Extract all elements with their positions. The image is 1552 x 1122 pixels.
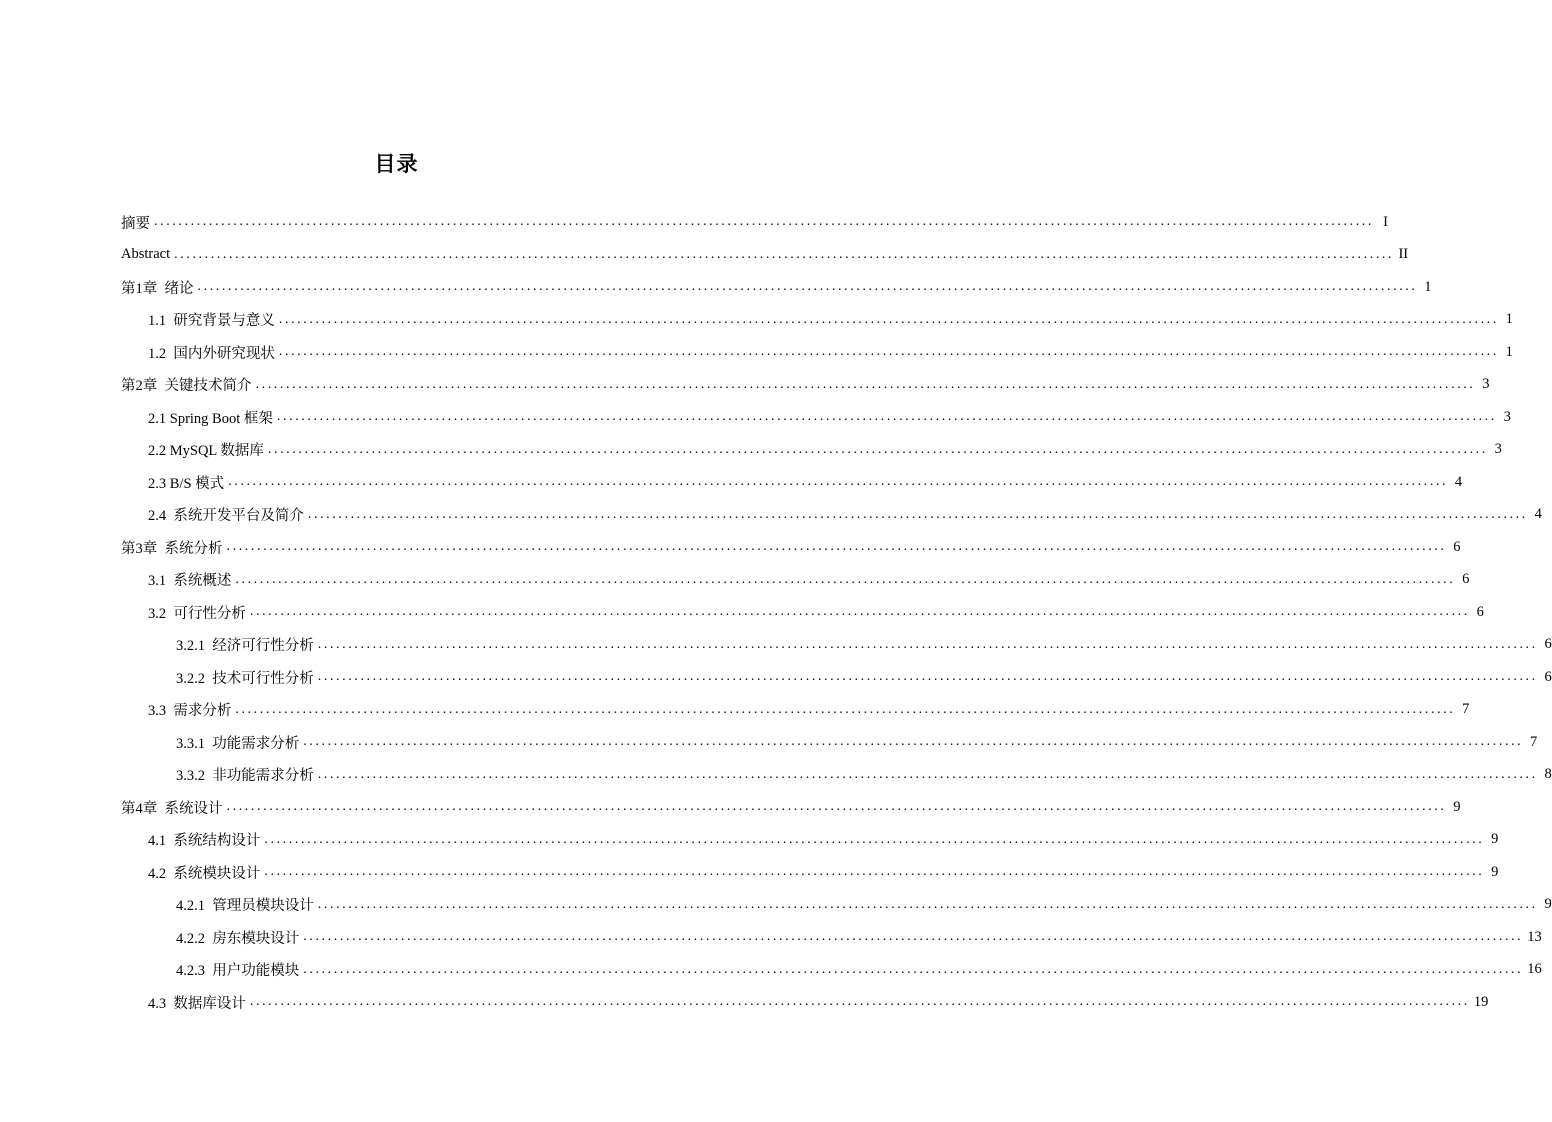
- toc-entry-label: Abstract: [121, 246, 171, 263]
- toc-entry-label: 第4章 系统设计: [121, 800, 223, 817]
- toc-entry-label: 4.1 系统结构设计: [148, 833, 261, 850]
- toc-entry[interactable]: [0, 206, 1388, 239]
- toc-leader-dots: ........................................................................................................................................................................................................: [264, 831, 1485, 847]
- toc-leader-dots: ........................................................................................................................................................................................................: [267, 441, 1488, 457]
- toc-leader-dots: ........................................................................................................................................................................................................: [174, 246, 1395, 262]
- toc-entry-page: 3: [1494, 441, 1502, 458]
- toc-entry[interactable]: [0, 369, 1490, 402]
- toc-leader-dots: ........................................................................................................................................................................................................: [226, 799, 1447, 815]
- toc-entry[interactable]: [0, 304, 1513, 337]
- toc-entry-page: 19: [1473, 993, 1489, 1010]
- toc-leader-dots: ........................................................................................................................................................................................................: [235, 571, 1456, 587]
- toc-entry[interactable]: [0, 824, 1499, 857]
- toc-leader-dots: ........................................................................................................................................................................................................: [317, 636, 1538, 652]
- toc-entry[interactable]: [0, 661, 1552, 694]
- toc-entry[interactable]: [0, 239, 1409, 272]
- toc-entry[interactable]: [0, 564, 1470, 597]
- toc-entry[interactable]: [0, 466, 1463, 499]
- toc-entry-label: 2.3 B/S 模式: [148, 475, 225, 492]
- toc-entry[interactable]: [0, 596, 1484, 629]
- toc-entry-label: 3.2.1 经济可行性分析: [176, 638, 314, 655]
- toc-entry-page: 3: [1503, 408, 1511, 425]
- page-title: 目录: [374, 152, 419, 176]
- toc-leader-dots: ........................................................................................................................................................................................................: [303, 734, 1524, 750]
- toc-entry-label: 3.3 需求分析: [148, 703, 232, 720]
- toc-entry-page: 4: [1454, 473, 1463, 490]
- toc-entry-page: 6: [1453, 538, 1461, 555]
- toc-entry[interactable]: [0, 759, 1552, 792]
- toc-entry-page: 13: [1527, 928, 1542, 945]
- toc-entry[interactable]: [0, 499, 1542, 532]
- toc-entry-label: 4.3 数据库设计: [148, 995, 246, 1012]
- toc-entry-label: 第1章 绪论: [121, 280, 194, 297]
- toc-entry-page: 1: [1424, 278, 1432, 295]
- toc-entry-label: 2.2 MySQL 数据库: [148, 443, 264, 460]
- toc-entry-page: 9: [1544, 896, 1552, 913]
- toc-entry-label: 4.2.3 用户功能模块: [176, 963, 300, 980]
- toc-entry-label: 摘要: [121, 215, 150, 232]
- toc-entry-label: 3.3.2 非功能需求分析: [176, 768, 314, 785]
- toc-entry-label: 2.4 系统开发平台及简介: [148, 508, 304, 525]
- toc-entry-label: 1.1 研究背景与意义: [148, 313, 275, 330]
- toc-entry[interactable]: [0, 629, 1552, 662]
- toc-entry-label: 第3章 系统分析: [121, 540, 223, 557]
- toc-entry-page: I: [1383, 213, 1388, 230]
- toc-entry-page: 6: [1462, 571, 1470, 588]
- toc-leader-dots: ........................................................................................................................................................................................................: [197, 279, 1418, 295]
- toc-entry-page: 4: [1534, 506, 1542, 523]
- toc-leader-dots: ........................................................................................................................................................................................................: [278, 311, 1499, 327]
- toc-entry[interactable]: [0, 921, 1542, 954]
- toc-entry[interactable]: [0, 856, 1499, 889]
- toc-entry-page: 6: [1544, 668, 1552, 685]
- toc-entry-label: 4.2 系统模块设计: [148, 865, 261, 882]
- toc-entry-page: 9: [1491, 863, 1499, 880]
- toc-leader-dots: ........................................................................................................................................................................................................: [255, 376, 1476, 392]
- toc-leader-dots: ........................................................................................................................................................................................................: [228, 474, 1449, 490]
- toc-entry-label: 3.2.2 技术可行性分析: [176, 670, 314, 687]
- toc-leader-dots: ........................................................................................................................................................................................................: [249, 604, 1470, 620]
- toc-entry[interactable]: [0, 531, 1461, 564]
- toc-entry[interactable]: [0, 791, 1461, 824]
- toc-entry-page: 1: [1505, 311, 1513, 328]
- toc-entry-label: 3.2 可行性分析: [148, 605, 246, 622]
- toc-entry-page: 3: [1482, 376, 1490, 393]
- toc-entry[interactable]: [0, 336, 1513, 369]
- toc-leader-dots: ........................................................................................................................................................................................................: [307, 506, 1528, 522]
- toc-entry-page: 7: [1530, 733, 1538, 750]
- toc-leader-dots: ........................................................................................................................................................................................................: [303, 929, 1524, 945]
- toc-entry-label: 4.2.2 房东模块设计: [176, 930, 300, 947]
- toc-leader-dots: ........................................................................................................................................................................................................: [278, 344, 1499, 360]
- toc-leader-dots: ........................................................................................................................................................................................................: [154, 214, 1374, 230]
- toc-entry[interactable]: [0, 694, 1470, 727]
- toc-entry[interactable]: [0, 986, 1489, 1019]
- toc-leader-dots: ........................................................................................................................................................................................................: [264, 864, 1485, 880]
- toc-entry-label: 1.2 国内外研究现状: [148, 345, 275, 362]
- table-of-contents: [0, 206, 1552, 1019]
- toc-entry[interactable]: [0, 889, 1552, 922]
- toc-leader-dots: ........................................................................................................................................................................................................: [317, 669, 1538, 685]
- toc-entry-page: 7: [1462, 701, 1470, 718]
- toc-entry-page: II: [1398, 246, 1409, 263]
- toc-entry-page: 8: [1544, 766, 1552, 783]
- toc-entry[interactable]: [0, 954, 1542, 987]
- toc-entry-label: 3.1 系统概述: [148, 573, 232, 590]
- toc-leader-dots: ........................................................................................................................................................................................................: [276, 409, 1497, 425]
- toc-entry-label: 3.3.1 功能需求分析: [176, 735, 300, 752]
- toc-leader-dots: ........................................................................................................................................................................................................: [226, 539, 1447, 555]
- toc-leader-dots: ........................................................................................................................................................................................................: [249, 994, 1470, 1010]
- toc-entry-page: 6: [1544, 636, 1552, 653]
- toc-leader-dots: ........................................................................................................................................................................................................: [317, 896, 1538, 912]
- toc-entry[interactable]: [0, 726, 1538, 759]
- toc-entry-page: 6: [1476, 603, 1484, 620]
- toc-leader-dots: ........................................................................................................................................................................................................: [303, 961, 1524, 977]
- toc-entry-page: 1: [1505, 343, 1513, 360]
- toc-entry-page: 9: [1491, 831, 1499, 848]
- toc-leader-dots: ........................................................................................................................................................................................................: [317, 766, 1538, 782]
- toc-leader-dots: ........................................................................................................................................................................................................: [235, 701, 1456, 717]
- toc-entry-page: 9: [1453, 798, 1461, 815]
- toc-entry[interactable]: [0, 271, 1432, 304]
- toc-entry-label: 4.2.1 管理员模块设计: [176, 898, 314, 915]
- toc-entry-label: 2.1 Spring Boot 框架: [148, 410, 273, 427]
- toc-entry-label: 第2章 关键技术简介: [121, 378, 252, 395]
- toc-entry[interactable]: [0, 434, 1502, 467]
- toc-entry[interactable]: [0, 401, 1511, 434]
- toc-entry-page: 16: [1527, 961, 1542, 978]
